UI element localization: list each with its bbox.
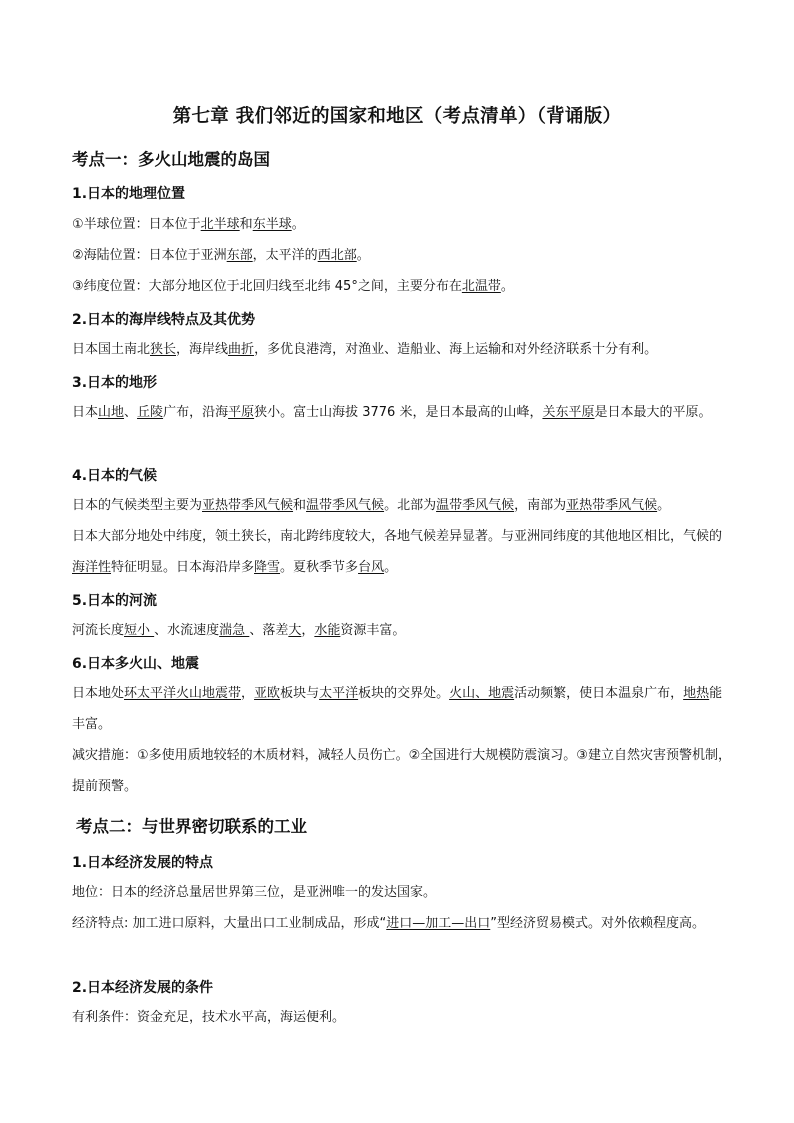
text: 。夏秋季节多 [280,560,359,575]
text: 是日本最大的平原。 [594,405,712,420]
subsection-heading-1-4: 4.日本的气候 [72,468,158,484]
text: 日本的气候类型主要为 [72,498,203,513]
subsection-heading-1-2: 2.日本的海岸线特点及其优势 [72,312,256,328]
section-heading-1: 考点一：多火山地震的岛国 [72,150,270,169]
paragraph-favorable-conditions [72,1002,734,1033]
underlined-text: 降雪 [254,560,281,575]
text: 。北部为 [384,498,437,513]
section-heading-2: 考点二：与世界密切联系的工业 [76,817,307,836]
text: ，海岸线 [176,342,229,357]
text: 日本国土南北 [72,342,151,357]
text: 河流长度 [72,623,125,638]
underlined-text: 短小 [124,623,155,638]
subsection-heading-2-2: 2.日本经济发展的条件 [72,980,214,996]
text: ，南部为 [514,498,567,513]
underlined-text: 进口—加工—出口 [386,916,491,931]
text: 。 [500,279,514,294]
paragraph-economy-features [72,908,734,939]
text: ，多优良港湾，对渔业、造船业、海上运输和对外经济联系十分有利。 [254,342,658,357]
text: ，太平洋的 [252,248,318,263]
paragraph-terrain [72,397,734,428]
subsection-heading-1-6: 6.日本多火山、地震 [72,656,200,672]
underlined-text: 山地 [98,405,125,420]
underlined-text: 亚热带季风气候 [566,498,658,513]
underlined-text: 平原 [228,405,255,420]
text: 能丰富。 [72,686,723,732]
text: 日本地处 [72,686,125,701]
page-title: 第七章 我们邻近的国家和地区（考点清单）（背诵版） [172,106,622,127]
text: 和 [293,498,307,513]
underlined-text: 北半球 [200,217,240,232]
underlined-text: 亚欧 [254,686,281,701]
subsection-heading-1-5: 5.日本的河流 [72,593,158,609]
text: 经济特点: 加工进口原料，大量出口工业制成品，形成“ [72,916,387,931]
text: 地位：日本的经济总量居世界第三位，是亚洲唯一的发达国家。 [72,885,437,900]
underlined-text: 火山、地震 [449,686,515,701]
text: 板块与 [280,686,320,701]
text: 、 [124,405,138,420]
subsection-heading-1-1: 1.日本的地理位置 [72,186,186,202]
text: 特征明显。日本海沿岸多 [111,560,255,575]
underlined-text: 曲折 [228,342,255,357]
underlined-text: 水能 [314,623,341,638]
text: 日本 [72,405,99,420]
text: 。 [384,560,398,575]
text: 广布，沿海 [163,405,229,420]
paragraph-coastline [72,334,734,365]
underlined-text: 亚热带季风气候 [202,498,294,513]
text: ， [301,623,315,638]
text: 狭小。富士山海拔 3776 米，是日本最高的山峰， [254,405,543,420]
paragraph-sea-land [72,240,734,271]
text: 。 [291,217,305,232]
text: 减灾措施：①多使用质地较轻的木质材料，减轻人员伤亡。②全国进行大规模防震演习。③建立自然灾害预警机制，提前预警。 [72,748,731,794]
underlined-text: 地热 [683,686,710,701]
underlined-text: 太平洋 [319,686,359,701]
underlined-text: 温带季风气候 [306,498,385,513]
underlined-text: 环太平洋火山地震带 [124,686,242,701]
subsection-heading-1-3: 3.日本的地形 [72,375,158,391]
paragraph-rivers [72,615,734,646]
subsection-heading-2-1: 1.日本经济发展的特点 [72,855,214,871]
paragraph-disaster-reduction [72,740,734,802]
text: 日本大部分地处中纬度，领土狭长，南北跨纬度较大，各地气候差异显著。与亚洲同纬度的其他地区相比，气候的 [72,529,723,544]
underlined-text: 东半球 [252,217,292,232]
text: 有利条件：资金充足，技术水平高，海运便利。 [72,1010,346,1025]
text: 板块的交界处。 [358,686,450,701]
underlined-text: 关东平原 [542,405,595,420]
text: 和 [239,217,253,232]
underlined-text: 台风 [358,560,385,575]
text: 、水流速度 [154,623,220,638]
underlined-text: 大 [288,623,302,638]
paragraph-volcano-earthquake [72,678,734,740]
paragraph-climate-types [72,490,734,521]
text: 资源丰富。 [340,623,406,638]
underlined-text: 温带季风气候 [436,498,515,513]
underlined-text: 狭长 [150,342,177,357]
paragraph-hemisphere [72,209,734,240]
paragraph-economy-status [72,877,734,908]
underlined-text: 丘陵 [137,405,164,420]
text: 。 [657,498,671,513]
text: 。 [356,248,370,263]
paragraph-climate-features [72,521,734,583]
text: ③纬度位置：大部分地区位于北回归线至北纬 45°之间，主要分布在 [72,279,462,294]
text: 、落差 [249,623,289,638]
underlined-text: 湍急 [219,623,250,638]
paragraph-latitude [72,271,734,302]
underlined-text: 海洋性 [72,560,112,575]
text: ②海陆位置：日本位于亚洲 [72,248,227,263]
text: 活动频繁，使日本温泉广布， [514,686,684,701]
underlined-text: 东部 [226,248,253,263]
underlined-text: 西北部 [317,248,357,263]
underlined-text: 北温带 [461,279,501,294]
text: ， [241,686,255,701]
text: ①半球位置：日本位于 [72,217,201,232]
text: ”型经济贸易模式。对外依赖程度高。 [490,916,706,931]
